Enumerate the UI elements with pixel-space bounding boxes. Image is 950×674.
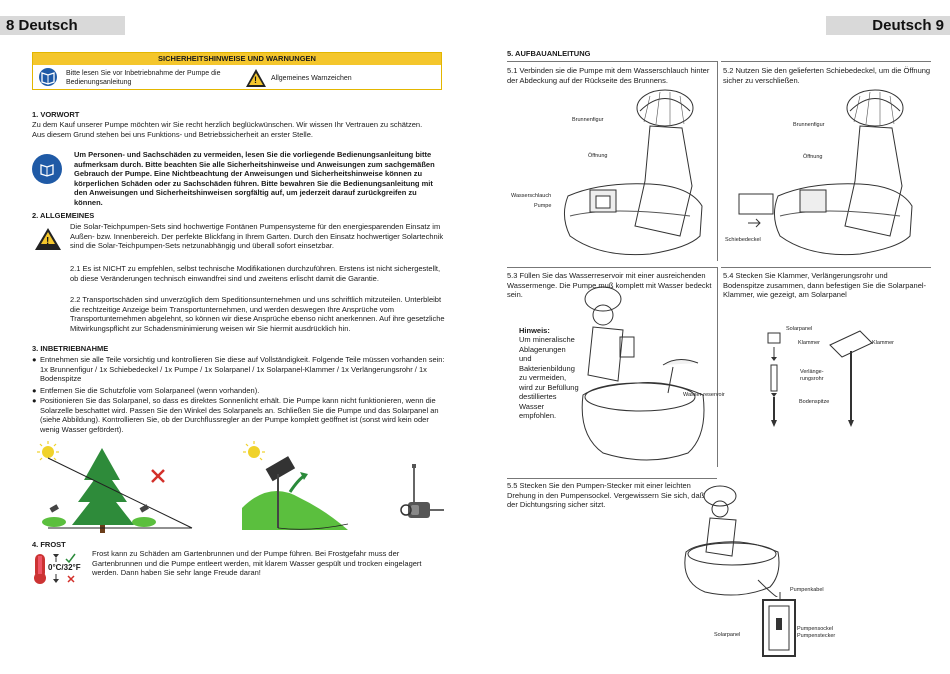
section-2-p2: 2.1 Es ist NICHT zu empfehlen, selbst technische Modifikationen durchzuführen. Erstens ist nicht sichergestellt, ob diese Veränderungen technisch einwandfrei sind und zweitens erlischt damit die Garantie.: [70, 264, 441, 283]
fountain-figure-illustration: [770, 86, 920, 261]
divider: [721, 61, 931, 62]
section-1-bold: Um Personen- und Sachschäden zu vermeiden, lesen Sie die vorliegende Bedienungsanleitung bitte aufmerksam durch. Bitte beachten Sie alle Sicherheitshinweise und Anweisungen zum sachgemäßen Gebrauch der Pumpe. Eine Nichtbeachtung der Anweisungen und Sicherheitshinweise können zu körperlichen Schäden oder zu Sachschäden führen. Bitte bewahren Sie die Bedienungsanleitung mit den Anweisungen und Sicherheitshinweisen sorgfältig auf, um jederzeit darauf zurückgreifen zu können.: [74, 150, 435, 207]
warning-icon: !: [35, 228, 61, 250]
step-5-2: 5.2 Nutzen Sie den gelieferten Schiebedeckel, um die Öffnung sicher zu verschließen.: [723, 66, 931, 85]
label-wasserschlauch: Wasserschlauch: [511, 193, 552, 199]
step-5-3-hint-title: Hinweis:: [519, 326, 550, 335]
solar-panel-illustration: [240, 440, 350, 535]
label-klammer: Klammer: [872, 340, 895, 346]
divider: [721, 267, 931, 268]
step-5-4: 5.4 Stecken Sie Klammer, Verlängerungsrohr und Bodenspitze zusammen, dann befestigen Sie die Solarpanel-Klammer, wie gezeigt, am Solarpanel: [723, 271, 927, 299]
section-1-title: 1. VORWORT: [32, 110, 80, 119]
page-header-left: 8 Deutsch: [0, 16, 125, 35]
label-pumpenkabel: Pumpenkabel: [790, 587, 824, 593]
section-2-p1: Die Solar-Teichpumpen-Sets sind hochwertige Fontänen Pumpensysteme für den energiesparenden Einsatz im Außen- bzw. Innenbereich. Der perfekte Blickfang in Ihrem Garten. Durch den Einsatz hochwertiger Solartechnik sind die Solar-Teichpumpen-Sets netzunabhängig und überall sofort einsetzbar.: [70, 222, 444, 250]
safety-item-warning: Allgemeines Warnzeichen: [271, 75, 352, 82]
label-klammer: Klammer: [798, 340, 821, 346]
pump-illustration: [398, 458, 448, 528]
section-1-text: Zu dem Kauf unserer Pumpe möchten wir Sie recht herzlich beglückwünschen. Wir wissen Ihr Vertrauen zu schätzen. Aus diesem Grund stehen bei uns Funktions- und Betriebssicherheit an erster Stelle.: [32, 120, 423, 139]
section-3-bullet-3: ● Positionieren Sie das Solarpanel, so dass es direktes Sonnenlicht erhält. Die Pumpe kann nicht funktionieren, wenn die Solarzelle beschattet wird. Passen Sie den Winkel des Solarpanels an. Schließen Sie die Pumpe und das Solarpanel an (siehe Abbildung). Kontrollieren Sie, ob der Durchflussregler an der Pumpe komplett geöffnet ist (sonst wird kein oder wenig Wasser gefördert).: [32, 396, 439, 434]
section-3-title: 3. INBETRIEBNAHME: [32, 344, 109, 353]
label-oeffnung: Öffnung: [803, 154, 823, 160]
section-3-bullet-2: ● Entfernen Sie die Schutzfolie vom Solarpaneel (wenn vorhanden).: [32, 386, 260, 395]
label-verlaengerungsrohr: Verlänge-rungsrohr: [800, 369, 824, 382]
step-5-1: 5.1 Verbinden sie die Pumpe mit dem Wasserschlauch hinter der Abdeckung auf der Rückseite des Brunnens.: [507, 66, 710, 85]
label-wasserreservoir: Wasser-reservoir: [683, 392, 725, 398]
label-solarpanel: Solarpanel: [714, 632, 741, 638]
shade-illustration: [32, 440, 202, 535]
label-schiebedeckel: Schiebedeckel: [725, 237, 761, 243]
fountain-figure-illustration: [560, 86, 710, 261]
section-2-p3: 2.2 Transportschäden sind unverzüglich dem Speditionsunternehmen und uns schriftlich mitzuteilen. Unterbleibt die rechtzeitige Anzeige beim Transportunternehmen, und werden deswegen Ihre Ansprüche vom Transportunternehmen abgelehnt, so können wir diese Ansprüche ebenso nicht anerkennen. Auf ihre gesetzliche Mitwirkungspflicht zur Schadensminimierung weisen wir Sie hiermit ausdrücklich hin.: [70, 295, 445, 333]
safety-title: SICHERHEITSHINWEISE UND WARNUNGEN: [33, 53, 441, 65]
label-brunnenfigur: Brunnenfigur: [793, 122, 825, 128]
divider: [717, 267, 718, 467]
safety-item-manual: Bitte lesen Sie vor Inbetriebnahme der Pumpe die Bedienungsanleitung: [66, 70, 221, 86]
safety-box: [32, 52, 442, 90]
label-solarpanel: Solarpanel: [786, 326, 813, 332]
warning-icon: !: [246, 69, 266, 87]
label-oeffnung: Öffnung: [588, 153, 608, 159]
frost-temperature: 0°C/32°F: [48, 563, 81, 572]
step-5-3-hint: Um mineralische Ablagerungen und Bakterienbildung zu vermeiden, wird zur Befüllung destilliertes Wasser empfohlen.: [519, 335, 579, 420]
fountain-filling-illustration: [578, 285, 713, 465]
section-2-title: 2. ALLGEMEINES: [32, 211, 95, 220]
step-5-3-body: 5.3 Füllen Sie das Wasserreservoir mit einer ausreichenden Wassermenge. Die Pumpe muß komplett mit Wasser bedeckt sein.: [507, 271, 712, 299]
section-3-bullet-1: ● Entnehmen sie alle Teile vorsichtig und kontrollieren Sie diese auf Vollständigkeit. Folgende Teile müssen vorhanden sein: 1x Brunnenfigur / 1x Schiebedeckel / 1x Pumpe / 1x Solarpanel / 1x Solarpanel-Klammer / 1x Verlängerungsrohr / 1x Bodenspitze: [32, 355, 445, 383]
label-pumpenstecker: Pumpenstecker: [797, 633, 836, 639]
divider: [507, 267, 717, 268]
step-5-5: 5.5 Stecken Sie den Pumpen-Stecker mit einer leichten Drehung in den Pumpensockel. Vergewissern Sie sich, daß der Dichtungsring sicher sitzt.: [507, 481, 705, 509]
read-manual-icon: [39, 68, 57, 86]
page-header-right: Deutsch 9: [826, 16, 950, 35]
label-pumpe: Pumpe: [534, 203, 552, 209]
section-4-title: 4. FROST: [32, 540, 66, 549]
section-5-title: 5. AUFBAUANLEITUNG: [507, 49, 591, 58]
divider: [717, 61, 718, 261]
section-4-text: Frost kann zu Schäden am Gartenbrunnen und der Pumpe führen. Bei Frostgefahr muss der Gartenbrunnen und die Pumpe entleert werden, mit klarem Wasser gespült und trocken eingelagert werden. Dann haben Sie sehr lange Freude daran!: [92, 549, 422, 577]
fountain-connect-illustration: [680, 482, 790, 597]
label-bodenspitze: Bodenspitze: [799, 399, 830, 405]
label-brunnenfigur: Brunnenfigur: [572, 117, 604, 123]
label-pumpensockel: Pumpensockel: [797, 626, 834, 632]
slide-cover-illustration: [738, 193, 778, 233]
divider: [507, 478, 717, 479]
read-manual-icon: [32, 154, 62, 184]
divider: [507, 61, 717, 62]
